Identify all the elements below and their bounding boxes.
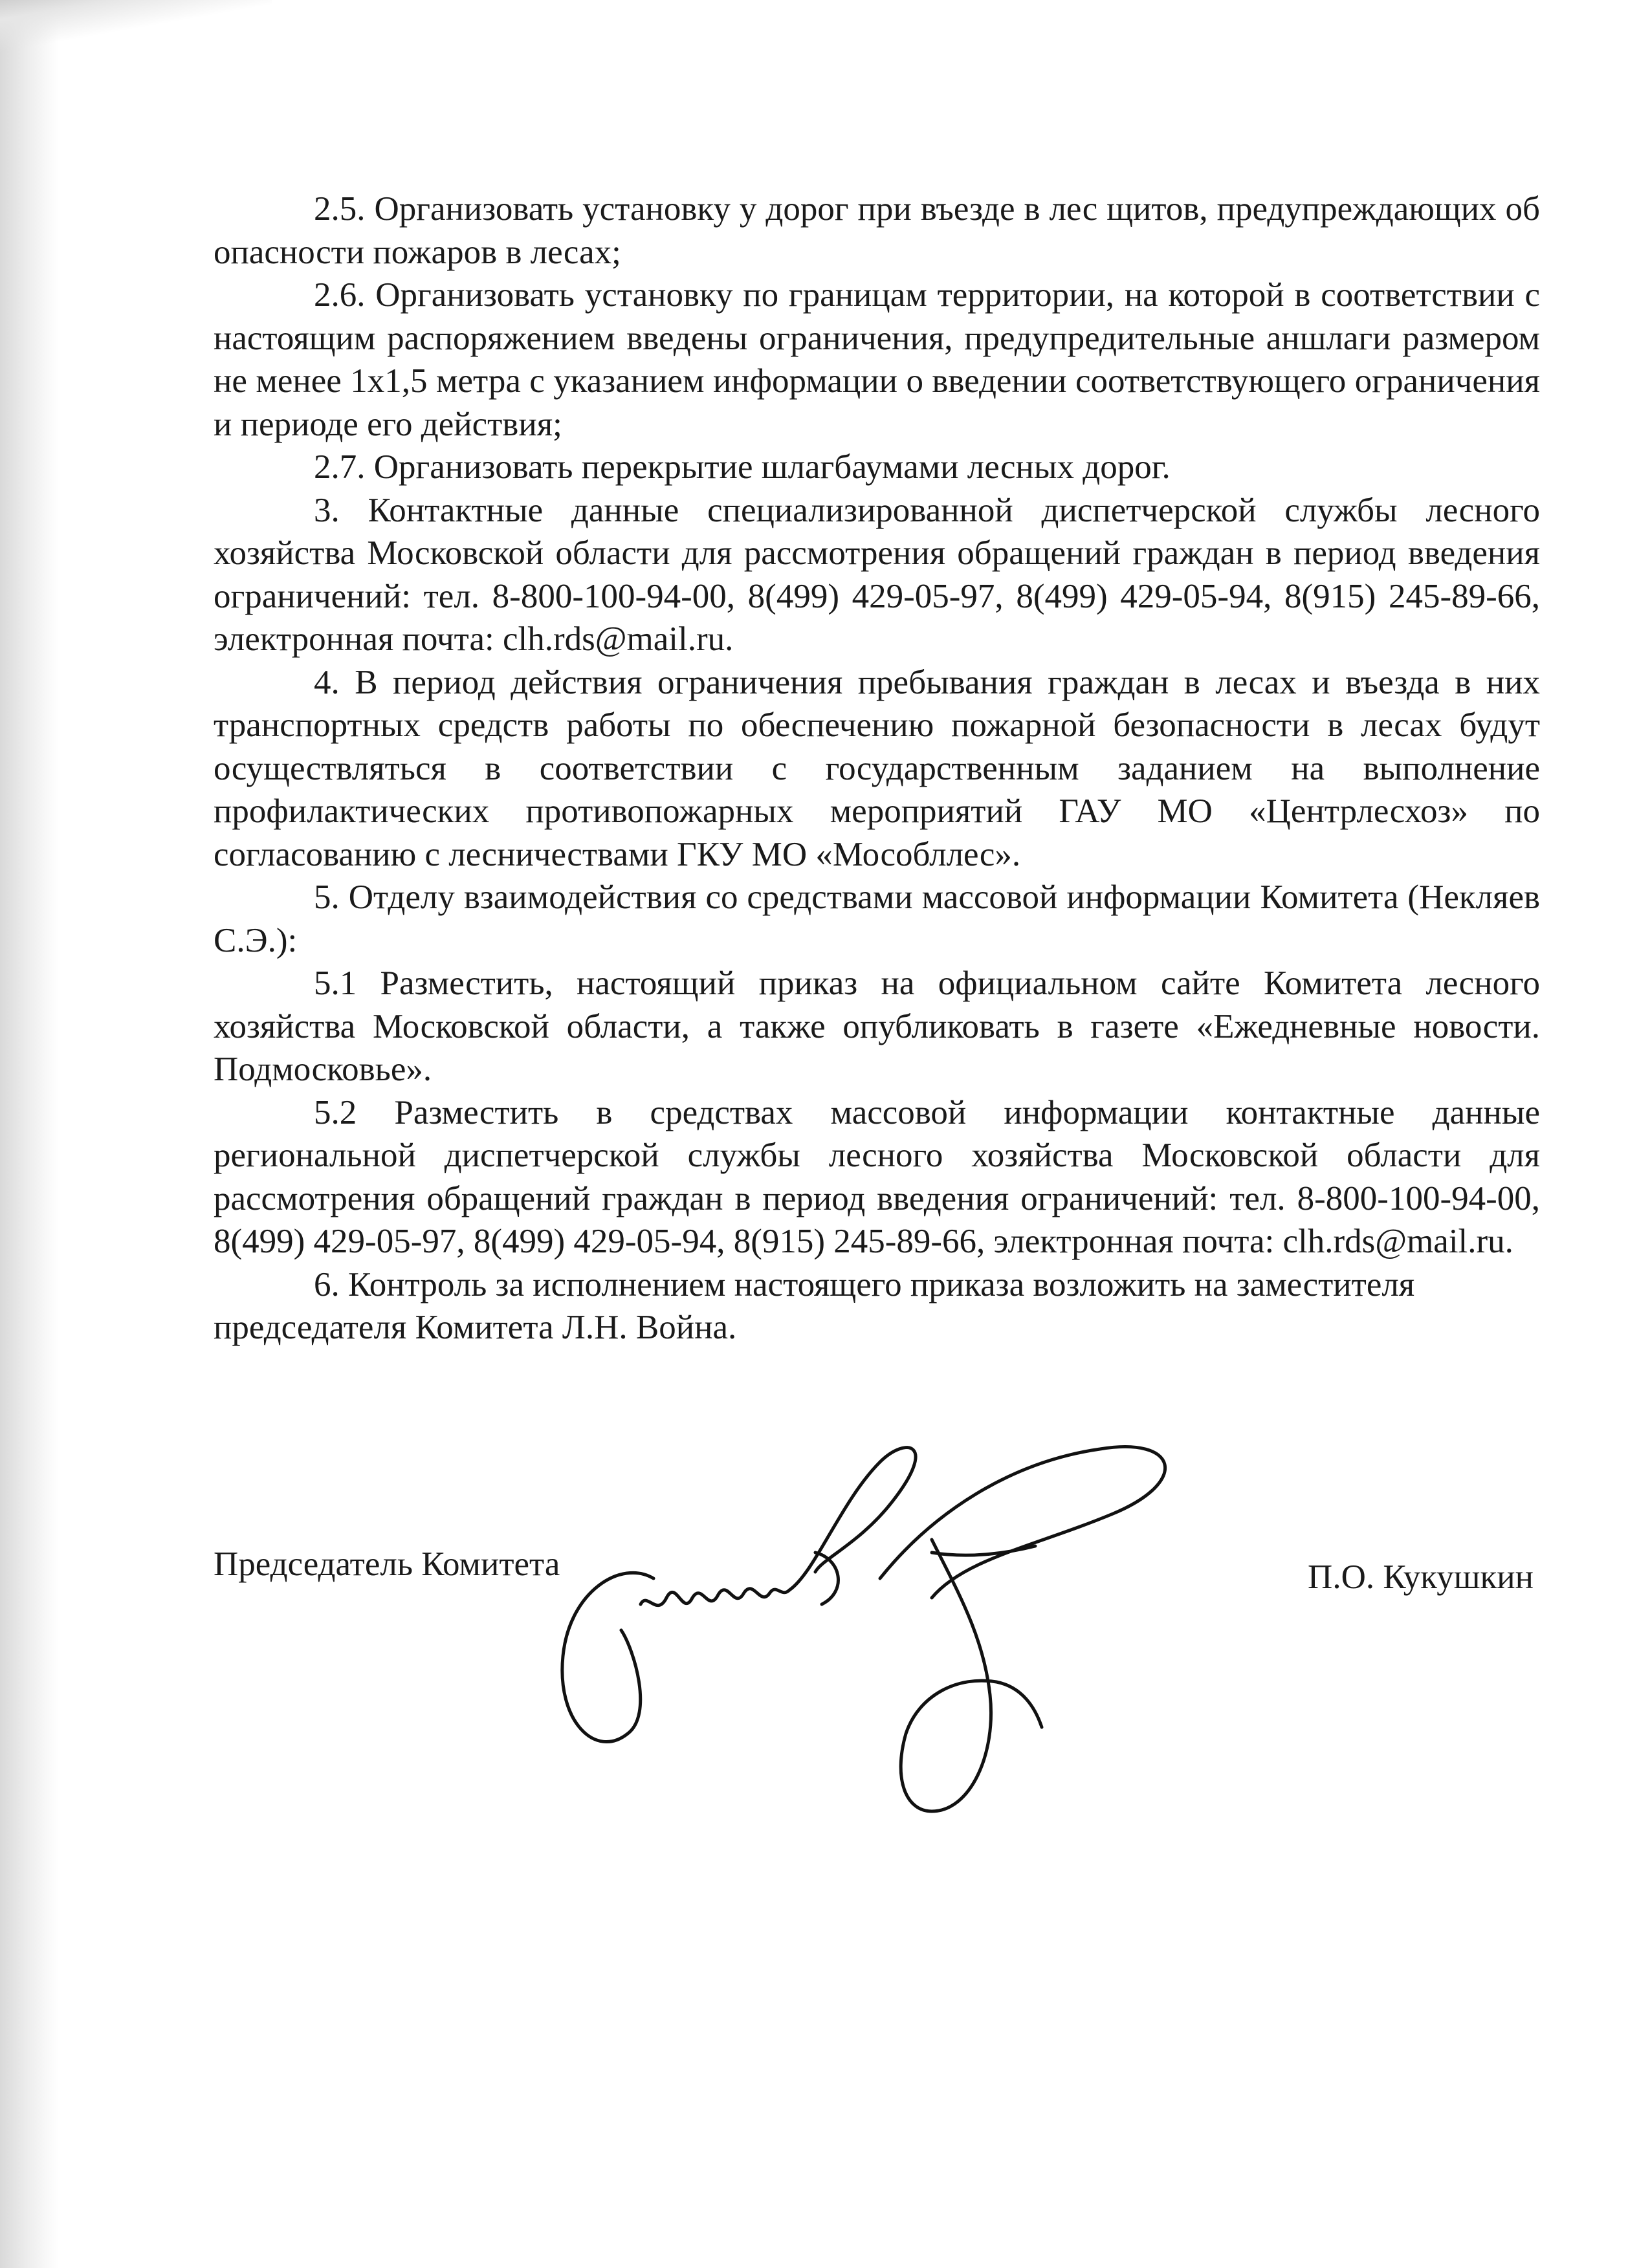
handwritten-signature — [544, 1423, 1281, 1837]
paragraph-5-2: 5.2 Разместить в средствах массовой информации контактные данные региональной диспетчерской службы лесного хозяйства Московской области для рассмотрения обращений граждан в период введения ограничений: тел. 8-800-100-94-00, 8(499) 429-05-97, 8(499) 429-05-94, 8(915) 245-89-66, электронная почта: clh.rds@mail.ru. — [214, 1093, 1540, 1260]
scan-edge-shadow — [0, 0, 58, 2268]
paragraph-2-7: 2.7. Организовать перекрытие шлагбаумами лесных дорог. — [314, 448, 1171, 486]
paragraph-4: 4. В период действия ограничения пребывания граждан в лесах и въезда в них транспортных средств работы по обеспечению пожарной безопасности в лесах будут осуществляться в соответствии с государственным заданием на выполнение профилактических противопожарных мероприятий ГАУ МО «Центрлесхоз» по согласованию с лесничествами ГКУ МО «Мособллес». — [214, 663, 1540, 873]
signer-title: Председатель Комитета — [214, 1545, 560, 1583]
paragraph-2-5: 2.5. Организовать установку у дорог при въезде в лес щитов, предупреждающих об опасности пожаров в лесах; — [214, 190, 1540, 271]
paragraph-5: 5. Отделу взаимодействия со средствами массовой информации Комитета (Некляев С.Э.): — [214, 878, 1540, 959]
scan-corner-shadow — [0, 0, 272, 52]
document-body — [214, 188, 1540, 1349]
paragraph-2-6: 2.6. Организовать установку по границам территории, на которой в соответствии с настоящим распоряжением введены ограничения, предупредительные аншлаги размером не менее 1x1,5 метра с указанием информации о введении соответствующего ограничения и периоде его действия; — [214, 276, 1540, 443]
paragraph-5-1: 5.1 Разместить, настоящий приказ на официальном сайте Комитета лесного хозяйства Московской области, а также опубликовать в газете «Ежедневные новости. Подмосковье». — [214, 965, 1540, 1088]
paragraph-3: 3. Контактные данные специализированной диспетчерской службы лесного хозяйства Московской области для рассмотрения обращений граждан в период введения ограничений: тел. 8-800-100-94-00, 8(499) 429-05-97, 8(499) 429-05-94, 8(915) 245-89-66, электронная почта: clh.rds@mail.ru. — [214, 491, 1540, 658]
signer-name: П.О. Кукушкин — [1308, 1558, 1534, 1596]
paragraph-6: 6. Контроль за исполнением настоящего приказа возложить на заместителя председателя Комитета Л.Н. Война. — [214, 1265, 1415, 1346]
